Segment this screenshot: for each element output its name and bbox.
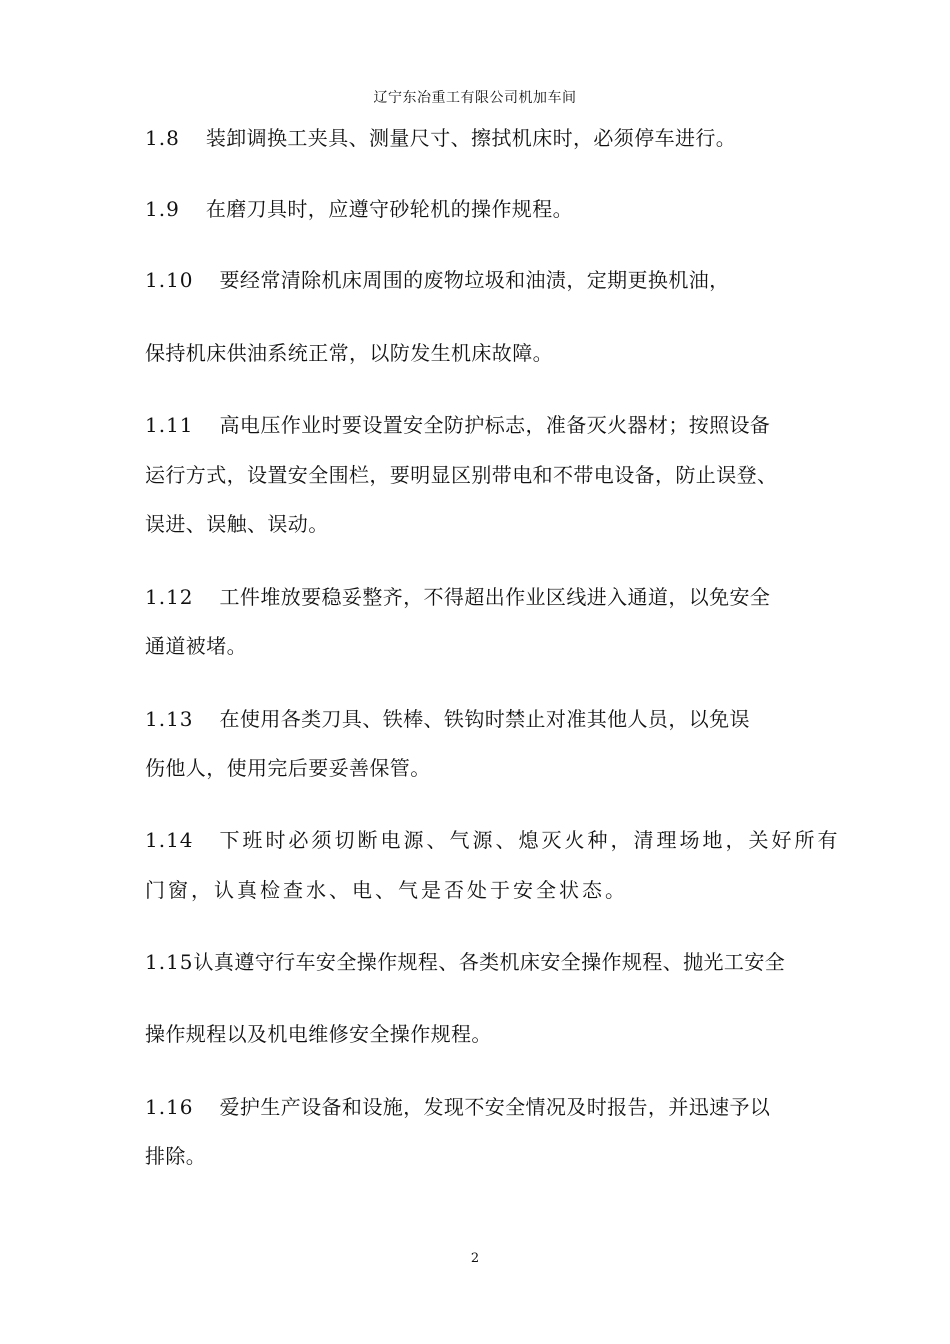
item-text-line: 运行方式，设置安全围栏，要明显区别带电和不带电设备，防止误登、 [145, 463, 778, 487]
item-number: 1.12 [145, 585, 194, 609]
item-text-line: 保持机床供油系统正常，以防发生机床故障。 [145, 341, 553, 365]
item-text-line: 认真遵守行车安全操作规程、各类机床安全操作规程、抛光工安全 [193, 950, 786, 974]
item-1-11-continued [145, 461, 825, 489]
item-text-line: 误进、误触、误动。 [145, 512, 329, 536]
item-number: 1.9 [145, 197, 180, 221]
page-number: 2 [470, 1251, 480, 1266]
item-1-13 [145, 705, 825, 733]
item-1-12 [145, 583, 825, 611]
item-1-12-continued [145, 632, 825, 660]
item-text-line: 排除。 [145, 1144, 207, 1168]
item-number: 1.16 [145, 1095, 194, 1119]
item-1-13-continued [145, 754, 825, 782]
item-number: 1.13 [145, 707, 194, 731]
item-1-14 [145, 826, 841, 854]
item-text-line: 爱护生产设备和设施，发现不安全情况及时报告，并迅速予以 [219, 1095, 771, 1119]
item-1-15 [145, 948, 825, 976]
item-text-line: 装卸调换工夹具、测量尺寸、擦拭机床时，必须停车进行。 [205, 126, 737, 150]
item-1-9 [145, 195, 825, 223]
item-1-16 [145, 1093, 825, 1121]
item-number: 1.11 [145, 413, 194, 437]
item-number: 1.14 [145, 828, 194, 852]
item-1-8 [145, 124, 825, 152]
item-1-16-continued [145, 1142, 825, 1170]
item-1-10-continued [145, 339, 825, 367]
item-number: 1.10 [145, 268, 194, 292]
item-text-line: 在磨刀具时，应遵守砂轮机的操作规程。 [205, 197, 574, 221]
item-text-line: 高电压作业时要设置安全防护标志，准备灭火器材；按照设备 [219, 413, 771, 437]
item-text-line: 伤他人，使用完后要妥善保管。 [145, 756, 431, 780]
item-text-line: 通道被堵。 [145, 634, 247, 658]
item-text-line: 在使用各类刀具、铁棒、铁钩时禁止对准其他人员，以免误 [219, 707, 750, 731]
item-1-11-continued [145, 510, 825, 538]
item-text-line: 要经常清除机床周围的废物垃圾和油渍，定期更换机油， [219, 268, 730, 292]
item-number: 1.15 [145, 950, 194, 974]
item-1-11 [145, 411, 825, 439]
item-text-line: 门窗，认真检查水、电、气是否处于安全状态。 [145, 878, 628, 902]
item-text-line: 操作规程以及机电维修安全操作规程。 [145, 1022, 492, 1046]
item-text-line: 工件堆放要稳妥整齐，不得超出作业区线进入通道，以免安全 [219, 585, 771, 609]
item-1-15-continued [145, 1020, 825, 1048]
item-number: 1.8 [145, 126, 180, 150]
page-header: 辽宁东冶重工有限公司机加车间 [373, 90, 577, 106]
item-1-14-continued [145, 876, 825, 904]
item-1-10 [145, 266, 825, 294]
item-text-line: 下班时必须切断电源、气源、熄灭火种，清理场地，关好所有 [219, 828, 841, 852]
